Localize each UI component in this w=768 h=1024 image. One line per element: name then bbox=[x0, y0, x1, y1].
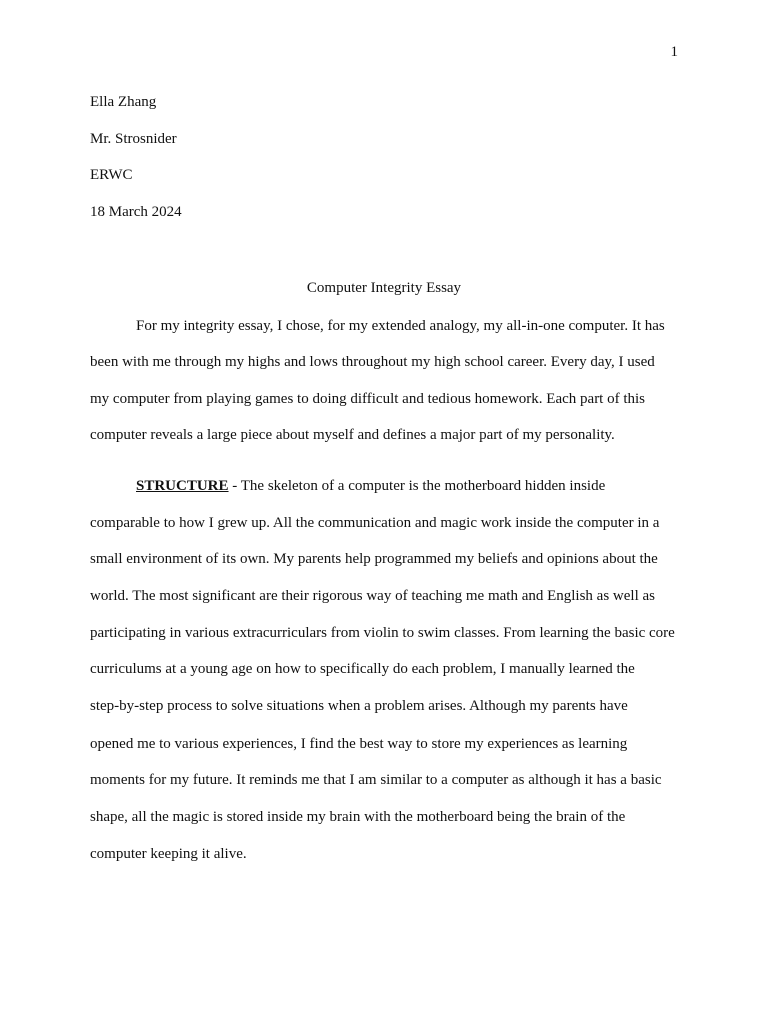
paragraph-line: been with me through my highs and lows throughout my high school career. Every day, I used bbox=[90, 354, 655, 370]
paragraph-line: moments for my future. It reminds me that I am similar to a computer as although it has a basic bbox=[90, 772, 662, 788]
paragraph-line: computer keeping it alive. bbox=[90, 846, 247, 862]
paragraph-line: participating in various extracurriculars from violin to swim classes. From learning the basic core bbox=[90, 625, 675, 641]
paragraph-line-text: - The skeleton of a computer is the motherboard hidden inside bbox=[228, 478, 606, 494]
page-number: 1 bbox=[670, 44, 678, 60]
paragraph-line: opened me to various experiences, I find the best way to store my experiences as learning bbox=[90, 736, 628, 752]
section-heading: STRUCTURE bbox=[136, 478, 229, 494]
course-name: ERWC bbox=[90, 167, 133, 183]
paragraph-line: world. The most significant are their rigorous way of teaching me math and English as well as bbox=[90, 588, 655, 604]
paragraph-line: small environment of its own. My parents help programmed my beliefs and opinions about the bbox=[90, 551, 658, 567]
paragraph-line: my computer from playing games to doing difficult and tedious homework. Each part of this bbox=[90, 391, 646, 407]
paragraph-line: comparable to how I grew up. All the communication and magic work inside the computer in a bbox=[90, 515, 660, 531]
paragraph-line bbox=[136, 478, 605, 495]
paragraph-line: computer reveals a large piece about myself and defines a major part of my personality. bbox=[90, 427, 615, 443]
paragraph-line: curriculums at a young age on how to specifically do each problem, I manually learned the bbox=[90, 661, 635, 677]
essay-date: 18 March 2024 bbox=[90, 204, 182, 220]
paragraph-line: shape, all the magic is stored inside my brain with the motherboard being the brain of the bbox=[90, 809, 626, 825]
paragraph-line: For my integrity essay, I chose, for my extended analogy, my all-in-one computer. It has bbox=[136, 318, 665, 334]
essay-title: Computer Integrity Essay bbox=[306, 280, 462, 296]
teacher-name: Mr. Strosnider bbox=[90, 131, 177, 147]
author-name: Ella Zhang bbox=[90, 94, 157, 110]
paragraph-line: step-by-step process to solve situations when a problem arises. Although my parents have bbox=[90, 698, 628, 714]
